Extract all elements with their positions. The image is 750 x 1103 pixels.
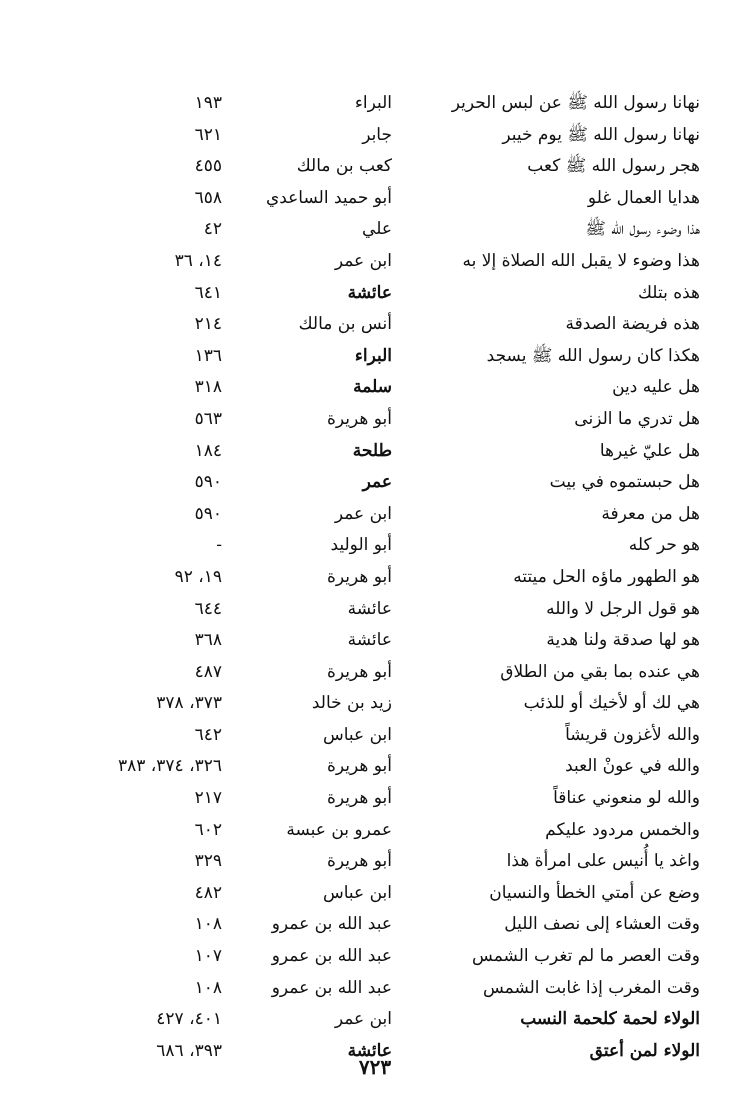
- narrator-name: جابر: [362, 124, 392, 145]
- narrator-name: عبد الله بن عمرو: [271, 977, 392, 998]
- narrator-name: أبو هريرة: [326, 408, 392, 429]
- narrator-name: ابن عباس: [322, 882, 392, 903]
- narrator-name: زيد بن خالد: [311, 693, 392, 714]
- narrator-name: أبو هريرة: [326, 661, 392, 682]
- index-row: [0, 562, 750, 594]
- narrator-name: عائشة: [347, 1040, 392, 1061]
- hadith-text: هو لها صدقة ولنا هدية: [546, 630, 700, 651]
- hadith-text: هذا وضوء لا يقبل الله الصلاة إلا به: [462, 250, 700, 271]
- index-row: [0, 404, 750, 436]
- index-row: [0, 372, 750, 404]
- index-row: [0, 657, 750, 689]
- hadith-text: هل عليّ غيرها: [599, 440, 700, 461]
- page-refs: ٤٨٧: [194, 661, 222, 682]
- hadith-text: هو قول الرجل لا والله: [546, 598, 700, 619]
- page-refs: ٢١٧: [194, 788, 222, 809]
- hadith-text: هل عليه دين: [612, 377, 700, 398]
- narrator-name: أبو حميد الساعدي: [265, 187, 392, 208]
- index-row: [0, 151, 750, 183]
- index-row: [0, 973, 750, 1005]
- narrator-name: أبو هريرة: [326, 566, 392, 587]
- hadith-text: وضع عن أمتي الخطأ والنسيان: [489, 882, 700, 903]
- index-row: [0, 846, 750, 878]
- page-refs: ٦٢١: [194, 124, 222, 145]
- hadith-text: هجر رسول الله ﷺ كعب: [527, 156, 700, 177]
- narrator-name: عمرو بن عبسة: [286, 819, 392, 840]
- page-refs: ٣٧٣، ٣٧٨: [156, 693, 222, 714]
- narrator-name: سلمة: [353, 377, 392, 398]
- narrator-name: أبو الوليد: [330, 535, 392, 556]
- page-refs: ٣٢٦، ٣٧٤، ٣٨٣: [118, 756, 222, 777]
- hadith-text: نهانا رسول الله ﷺ عن لبس الحرير: [451, 93, 700, 113]
- narrator-name: عائشة: [347, 598, 392, 619]
- index-row: [0, 88, 750, 120]
- index-row: [0, 783, 750, 815]
- hadith-text: هي عنده بما بقي من الطلاق: [500, 661, 700, 682]
- hadith-text: والله لأغزون قريشاً: [565, 724, 700, 745]
- narrator-name: ابن عمر: [334, 503, 392, 524]
- narrator-name: عبد الله بن عمرو: [271, 946, 392, 967]
- hadith-text: هل من معرفة: [601, 503, 700, 524]
- page-refs: ١٠٨: [194, 914, 222, 935]
- page-refs: ١٣٦: [194, 345, 222, 366]
- index-row: [0, 625, 750, 657]
- index-row: [0, 1004, 750, 1036]
- index-row: [0, 594, 750, 626]
- narrator-name: عائشة: [347, 630, 392, 651]
- hadith-text: هو الطهور ماؤه الحل ميتته: [513, 566, 700, 587]
- page-refs: ٦٠٢: [194, 819, 222, 840]
- narrator-name: ابن عمر: [334, 1009, 392, 1030]
- page-refs: ٣٢٩: [194, 851, 222, 872]
- hadith-text: هذا وضوء رسول الله ﷺ: [585, 219, 700, 240]
- hadith-text: والله لو منعوني عناقاً: [553, 788, 700, 809]
- page-refs: ٦٤٢: [194, 724, 222, 745]
- page-refs: ٤٢: [203, 219, 222, 240]
- narrator-name: ابن عمر: [334, 250, 392, 271]
- hadith-text: نهانا رسول الله ﷺ يوم خيبر: [502, 124, 700, 145]
- index-row: [0, 278, 750, 310]
- hadith-text: واغد يا أُنيس على امرأة هذا: [506, 851, 700, 872]
- index-row: [0, 467, 750, 499]
- narrator-name: علي: [362, 219, 392, 240]
- index-row: [0, 751, 750, 783]
- page-refs: ١٠٨: [194, 977, 222, 998]
- page-refs: ٦٥٨: [194, 187, 222, 208]
- page-refs: ١٠٧: [194, 946, 222, 967]
- hadith-text: هل تدري ما الزنى: [574, 408, 700, 429]
- hadith-text: هل حبستموه في بيت: [549, 472, 700, 493]
- hadith-text: وقت العصر ما لم تغرب الشمس: [472, 946, 700, 967]
- narrator-name: طلحة: [352, 440, 392, 461]
- page-refs: ١٨٤: [194, 440, 222, 461]
- page-refs: ١٩، ٩٢: [174, 566, 222, 587]
- page-refs: ٣١٨: [194, 377, 222, 398]
- narrator-name: أنس بن مالك: [298, 314, 392, 335]
- page-refs: ٦٤١: [194, 282, 222, 303]
- index-row: [0, 878, 750, 910]
- narrator-name: البراء: [354, 345, 392, 366]
- narrator-name: عبد الله بن عمرو: [271, 914, 392, 935]
- hadith-text: والخمس مردود عليكم: [545, 819, 700, 840]
- index-row: [0, 183, 750, 215]
- page-refs: ٣٦٨: [194, 630, 222, 651]
- narrator-name: عائشة: [347, 282, 392, 303]
- hadith-text: هذه فريضة الصدقة: [565, 314, 700, 335]
- page-refs: ٤٠١، ٤٢٧: [156, 1009, 222, 1030]
- hadith-text: الولاء لمن أعتق: [589, 1040, 700, 1061]
- page-refs: ٢١٤: [194, 314, 222, 335]
- page-refs: ١٩٣: [194, 93, 222, 113]
- page-refs: ٦٤٤: [194, 598, 222, 619]
- hadith-text: هذه بتلك: [637, 282, 700, 303]
- hadith-text: والله في عونْ العبد: [565, 756, 700, 777]
- narrator-name: البراء: [354, 93, 392, 113]
- index-row: [0, 499, 750, 531]
- index-row: [0, 436, 750, 468]
- index-row: [0, 341, 750, 373]
- page-refs: ٤٨٢: [194, 882, 222, 903]
- index-row: [0, 120, 750, 152]
- page-refs: ٤٥٥: [194, 156, 222, 177]
- page-refs: ١٤، ٣٦: [174, 250, 222, 271]
- index-row: [0, 688, 750, 720]
- narrator-name: كعب بن مالك: [296, 156, 392, 177]
- hadith-text: وقت العشاء إلى نصف الليل: [504, 914, 700, 935]
- page-refs: ٥٩٠: [194, 472, 222, 493]
- index-row: [0, 214, 750, 246]
- narrator-name: أبو هريرة: [326, 851, 392, 872]
- page-refs: -: [216, 535, 222, 556]
- narrator-name: ابن عباس: [322, 724, 392, 745]
- index-row: [0, 530, 750, 562]
- narrator-name: أبو هريرة: [326, 788, 392, 809]
- page-refs: ٥٩٠: [194, 503, 222, 524]
- index-row: [0, 720, 750, 752]
- index-row: [0, 246, 750, 278]
- hadith-text: وقت المغرب إذا غابت الشمس: [482, 977, 700, 998]
- hadith-text: هو حر كله: [628, 535, 700, 556]
- index-row: [0, 941, 750, 973]
- narrator-name: عمر: [362, 472, 392, 493]
- index-row: [0, 909, 750, 941]
- hadith-text: هدايا العمال غلو: [587, 187, 700, 208]
- hadith-index-table: [0, 88, 750, 1067]
- page-number: ٧٢٣: [358, 1055, 392, 1079]
- hadith-text: هي لك أو لأخيك أو للذئب: [523, 693, 700, 714]
- page-refs: ٥٦٣: [194, 408, 222, 429]
- hadith-text: الولاء لحمة كلحمة النسب: [520, 1009, 700, 1030]
- hadith-text: هكذا كان رسول الله ﷺ يسجد: [486, 345, 700, 366]
- index-row: [0, 309, 750, 341]
- narrator-name: أبو هريرة: [326, 756, 392, 777]
- index-row: [0, 815, 750, 847]
- page-refs: ٣٩٣، ٦٨٦: [156, 1040, 222, 1061]
